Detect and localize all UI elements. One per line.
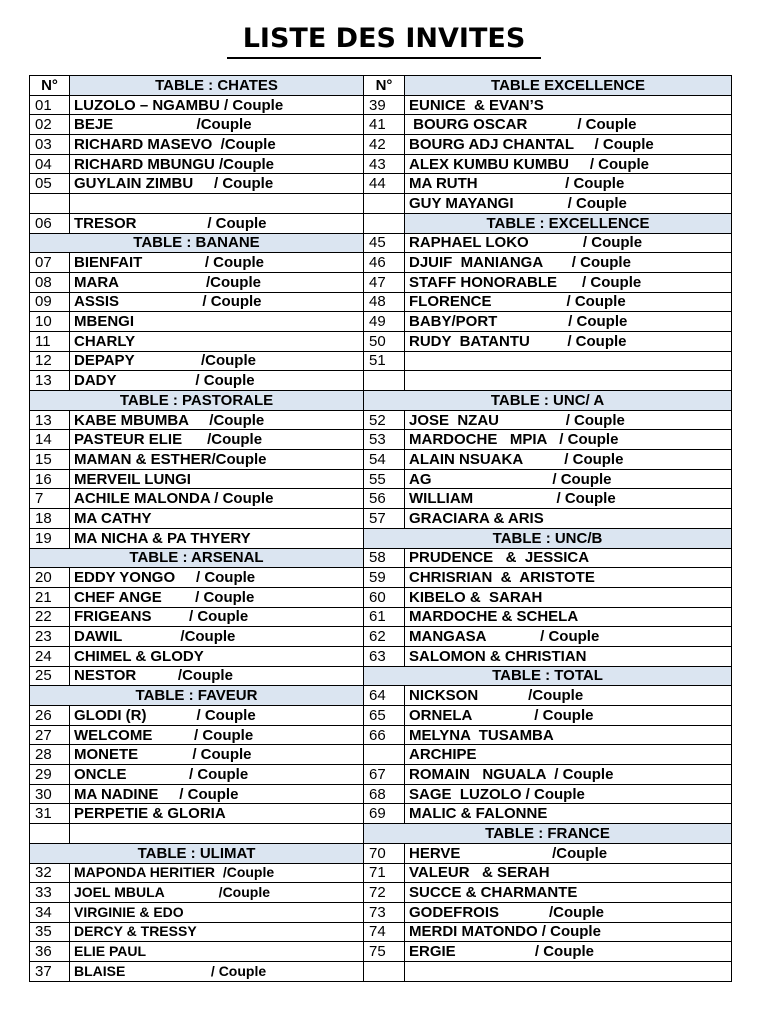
guest-cell: MERVEIL LUNGI (70, 469, 364, 489)
table-header-cell: TABLE : FAVEUR (30, 686, 364, 706)
guest-cell: DAWIL /Couple (70, 627, 364, 647)
table-row (30, 706, 732, 726)
table-header-cell: TABLE EXCELLENCE (405, 76, 732, 96)
guest-cell: CHARLY (70, 331, 364, 351)
table-row (30, 587, 732, 607)
guest-number-cell (30, 194, 70, 214)
guest-number-cell: 16 (30, 469, 70, 489)
table-header-cell: TABLE : EXCELLENCE (405, 213, 732, 233)
guest-cell (405, 351, 732, 371)
guest-number-cell: 31 (30, 804, 70, 824)
guest-number-cell: 65 (364, 706, 405, 726)
guest-number-cell: 7 (30, 489, 70, 509)
guest-cell: BIENFAIT / Couple (70, 253, 364, 273)
guest-cell: JOEL MBULA /Couple (70, 883, 364, 903)
guest-number-cell: 27 (30, 725, 70, 745)
guest-cell: GUY MAYANGI / Couple (405, 194, 732, 214)
table-row (30, 312, 732, 332)
guest-number-cell: 32 (30, 863, 70, 883)
guest-cell: KABE MBUMBA /Couple (70, 410, 364, 430)
guest-number-cell: 05 (30, 174, 70, 194)
table-row (30, 843, 732, 863)
guest-cell: PASTEUR ELIE /Couple (70, 430, 364, 450)
table-row (30, 351, 732, 371)
table-row (30, 548, 732, 568)
guest-cell: MALIC & FALONNE (405, 804, 732, 824)
guest-cell: BEJE /Couple (70, 115, 364, 135)
guest-number-cell: 61 (364, 607, 405, 627)
guest-number-cell: 47 (364, 272, 405, 292)
guest-cell: EDDY YONGO / Couple (70, 568, 364, 588)
guest-list-table (29, 75, 732, 982)
guest-number-cell: 24 (30, 646, 70, 666)
guest-cell: RICHARD MASEVO /Couple (70, 135, 364, 155)
guest-cell: DEPAPY /Couple (70, 351, 364, 371)
guest-number-cell: 25 (30, 666, 70, 686)
guest-number-cell: 73 (364, 902, 405, 922)
table-row (30, 292, 732, 312)
guest-number-cell: 06 (30, 213, 70, 233)
table-header-cell: TABLE : ULIMAT (30, 843, 364, 863)
guest-number-cell: 69 (364, 804, 405, 824)
table-row (30, 509, 732, 529)
guest-cell: KIBELO & SARAH (405, 587, 732, 607)
guest-cell: BABY/PORT / Couple (405, 312, 732, 332)
table-row (30, 450, 732, 470)
table-row (30, 154, 732, 174)
guest-cell: MBENGI (70, 312, 364, 332)
guest-cell: SALOMON & CHRISTIAN (405, 646, 732, 666)
guest-number-cell: 09 (30, 292, 70, 312)
guest-number-cell: 21 (30, 587, 70, 607)
guest-list-body (30, 76, 732, 982)
table-row (30, 607, 732, 627)
guest-cell: ROMAIN NGUALA / Couple (405, 765, 732, 785)
guest-number-cell: 22 (30, 607, 70, 627)
guest-number-cell: 43 (364, 154, 405, 174)
guest-number-cell: 72 (364, 883, 405, 903)
table-header-cell: TABLE : BANANE (30, 233, 364, 253)
guest-number-cell: 54 (364, 450, 405, 470)
guest-cell: MAMAN & ESTHER/Couple (70, 450, 364, 470)
guest-number-cell: 19 (30, 528, 70, 548)
table-row (30, 824, 732, 844)
guest-cell: FRIGEANS / Couple (70, 607, 364, 627)
guest-cell: ELIE PAUL (70, 942, 364, 962)
guest-number-cell: 45 (364, 233, 405, 253)
guest-cell: FLORENCE / Couple (405, 292, 732, 312)
guest-cell: PERPETIE & GLORIA (70, 804, 364, 824)
guest-cell: STAFF HONORABLE / Couple (405, 272, 732, 292)
guest-number-cell: 10 (30, 312, 70, 332)
page-title (0, 22, 768, 59)
guest-cell: DJUIF MANIANGA / Couple (405, 253, 732, 273)
guest-cell: WILLIAM / Couple (405, 489, 732, 509)
guest-cell (405, 961, 732, 981)
table-row (30, 76, 732, 96)
table-row (30, 646, 732, 666)
guest-number-cell: 30 (30, 784, 70, 804)
guest-number-cell: 35 (30, 922, 70, 942)
guest-number-cell: 23 (30, 627, 70, 647)
guest-number-cell: 59 (364, 568, 405, 588)
guest-number-cell: 29 (30, 765, 70, 785)
table-row (30, 883, 732, 903)
table-row (30, 745, 732, 765)
guest-number-cell: 37 (30, 961, 70, 981)
guest-number-cell: 74 (364, 922, 405, 942)
guest-number-cell: 67 (364, 765, 405, 785)
table-row (30, 135, 732, 155)
guest-cell: MARA /Couple (70, 272, 364, 292)
guest-number-cell: 46 (364, 253, 405, 273)
guest-number-cell: 53 (364, 430, 405, 450)
guest-cell: JOSE NZAU / Couple (405, 410, 732, 430)
table-row (30, 804, 732, 824)
guest-cell: NESTOR /Couple (70, 666, 364, 686)
guest-number-cell: 13 (30, 410, 70, 430)
guest-number-cell: 26 (30, 706, 70, 726)
guest-cell: WELCOME / Couple (70, 725, 364, 745)
guest-number-cell (364, 371, 405, 391)
guest-cell: RICHARD MBUNGU /Couple (70, 154, 364, 174)
table-row (30, 174, 732, 194)
table-row (30, 391, 732, 411)
table-row (30, 686, 732, 706)
guest-number-cell: 41 (364, 115, 405, 135)
guest-number-cell (30, 824, 70, 844)
guest-cell: MA NADINE / Couple (70, 784, 364, 804)
guest-cell: HERVE /Couple (405, 843, 732, 863)
guest-cell: AG / Couple (405, 469, 732, 489)
guest-cell: ORNELA / Couple (405, 706, 732, 726)
number-header-cell: N° (30, 76, 70, 96)
guest-cell: ACHILE MALONDA / Couple (70, 489, 364, 509)
guest-cell: ERGIE / Couple (405, 942, 732, 962)
guest-cell: GRACIARA & ARIS (405, 509, 732, 529)
guest-number-cell: 08 (30, 272, 70, 292)
table-row (30, 961, 732, 981)
guest-cell: ASSIS / Couple (70, 292, 364, 312)
guest-cell: PRUDENCE & JESSICA (405, 548, 732, 568)
guest-cell: BOURG OSCAR / Couple (405, 115, 732, 135)
table-header-cell: TABLE : ARSENAL (30, 548, 364, 568)
guest-cell: MARDOCHE & SCHELA (405, 607, 732, 627)
guest-number-cell (364, 961, 405, 981)
guest-number-cell: 70 (364, 843, 405, 863)
guest-cell: CHEF ANGE / Couple (70, 587, 364, 607)
guest-cell: ARCHIPE (405, 745, 732, 765)
guest-number-cell: 66 (364, 725, 405, 745)
table-row (30, 863, 732, 883)
guest-number-cell: 36 (30, 942, 70, 962)
guest-number-cell: 52 (364, 410, 405, 430)
guest-number-cell: 49 (364, 312, 405, 332)
table-row (30, 410, 732, 430)
guest-number-cell: 57 (364, 509, 405, 529)
guest-cell (405, 371, 732, 391)
guest-number-cell: 75 (364, 942, 405, 962)
number-header-cell: N° (364, 76, 405, 96)
guest-number-cell: 18 (30, 509, 70, 529)
guest-cell (70, 194, 364, 214)
guest-number-cell: 12 (30, 351, 70, 371)
guest-cell: CHRISRIAN & ARISTOTE (405, 568, 732, 588)
guest-cell: MA RUTH / Couple (405, 174, 732, 194)
guest-cell: CHIMEL & GLODY (70, 646, 364, 666)
table-row (30, 725, 732, 745)
guest-number-cell (364, 194, 405, 214)
guest-cell: VIRGINIE & EDO (70, 902, 364, 922)
table-row (30, 371, 732, 391)
guest-cell: MERDI MATONDO / Couple (405, 922, 732, 942)
table-row (30, 95, 732, 115)
table-row (30, 331, 732, 351)
guest-number-cell: 64 (364, 686, 405, 706)
table-row (30, 765, 732, 785)
guest-number-cell: 71 (364, 863, 405, 883)
guest-number-cell: 34 (30, 902, 70, 922)
guest-number-cell: 11 (30, 331, 70, 351)
guest-cell: DERCY & TRESSY (70, 922, 364, 942)
guest-number-cell: 56 (364, 489, 405, 509)
guest-number-cell: 33 (30, 883, 70, 903)
table-row (30, 430, 732, 450)
guest-cell: ONCLE / Couple (70, 765, 364, 785)
guest-cell: BLAISE / Couple (70, 961, 364, 981)
guest-number-cell: 44 (364, 174, 405, 194)
table-row (30, 528, 732, 548)
guest-number-cell: 20 (30, 568, 70, 588)
guest-number-cell: 07 (30, 253, 70, 273)
guest-cell: MONETE / Couple (70, 745, 364, 765)
guest-number-cell: 58 (364, 548, 405, 568)
guest-cell: DADY / Couple (70, 371, 364, 391)
table-row (30, 666, 732, 686)
guest-number-cell: 03 (30, 135, 70, 155)
guest-cell: LUZOLO – NGAMBU / Couple (70, 95, 364, 115)
guest-cell: BOURG ADJ CHANTAL / Couple (405, 135, 732, 155)
table-row (30, 115, 732, 135)
guest-number-cell: 60 (364, 587, 405, 607)
table-row (30, 194, 732, 214)
table-row (30, 253, 732, 273)
table-row (30, 922, 732, 942)
guest-number-cell: 13 (30, 371, 70, 391)
guest-number-cell: 63 (364, 646, 405, 666)
table-row (30, 784, 732, 804)
guest-number-cell: 68 (364, 784, 405, 804)
guest-number-cell: 62 (364, 627, 405, 647)
guest-number-cell: 55 (364, 469, 405, 489)
table-row (30, 469, 732, 489)
guest-cell: MA NICHA & PA THYERY (70, 528, 364, 548)
table-row (30, 568, 732, 588)
guest-cell: MARDOCHE MPIA / Couple (405, 430, 732, 450)
guest-cell: VALEUR & SERAH (405, 863, 732, 883)
table-row (30, 902, 732, 922)
guest-number-cell: 28 (30, 745, 70, 765)
table-row (30, 233, 732, 253)
page-title-text: LISTE DES INVITES (227, 22, 542, 59)
guest-cell: MELYNA TUSAMBA (405, 725, 732, 745)
guest-cell: GUYLAIN ZIMBU / Couple (70, 174, 364, 194)
guest-number-cell: 39 (364, 95, 405, 115)
guest-number-cell (364, 745, 405, 765)
guest-cell: ALAIN NSUAKA / Couple (405, 450, 732, 470)
table-header-cell: TABLE : UNC/ A (364, 391, 732, 411)
guest-cell: ALEX KUMBU KUMBU / Couple (405, 154, 732, 174)
table-row (30, 272, 732, 292)
guest-number-cell (364, 213, 405, 233)
guest-cell: MA CATHY (70, 509, 364, 529)
table-header-cell: TABLE : PASTORALE (30, 391, 364, 411)
guest-number-cell: 50 (364, 331, 405, 351)
guest-cell: EUNICE & EVAN’S (405, 95, 732, 115)
table-header-cell: TABLE : UNC/B (364, 528, 732, 548)
table-row (30, 942, 732, 962)
guest-cell: SUCCE & CHARMANTE (405, 883, 732, 903)
guest-number-cell: 15 (30, 450, 70, 470)
table-row (30, 213, 732, 233)
guest-cell: RAPHAEL LOKO / Couple (405, 233, 732, 253)
guest-number-cell: 14 (30, 430, 70, 450)
table-header-cell: TABLE : CHATES (70, 76, 364, 96)
guest-cell: MAPONDA HERITIER /Couple (70, 863, 364, 883)
guest-number-cell: 01 (30, 95, 70, 115)
guest-number-cell: 02 (30, 115, 70, 135)
table-header-cell: TABLE : FRANCE (364, 824, 732, 844)
guest-cell: MANGASA / Couple (405, 627, 732, 647)
guest-cell (70, 824, 364, 844)
guest-number-cell: 48 (364, 292, 405, 312)
table-row (30, 489, 732, 509)
table-row (30, 627, 732, 647)
guest-cell: GODEFROIS /Couple (405, 902, 732, 922)
guest-cell: GLODI (R) / Couple (70, 706, 364, 726)
guest-cell: RUDY BATANTU / Couple (405, 331, 732, 351)
guest-number-cell: 51 (364, 351, 405, 371)
guest-cell: SAGE LUZOLO / Couple (405, 784, 732, 804)
guest-number-cell: 42 (364, 135, 405, 155)
table-header-cell: TABLE : TOTAL (364, 666, 732, 686)
guest-number-cell: 04 (30, 154, 70, 174)
guest-cell: TRESOR / Couple (70, 213, 364, 233)
guest-cell: NICKSON /Couple (405, 686, 732, 706)
